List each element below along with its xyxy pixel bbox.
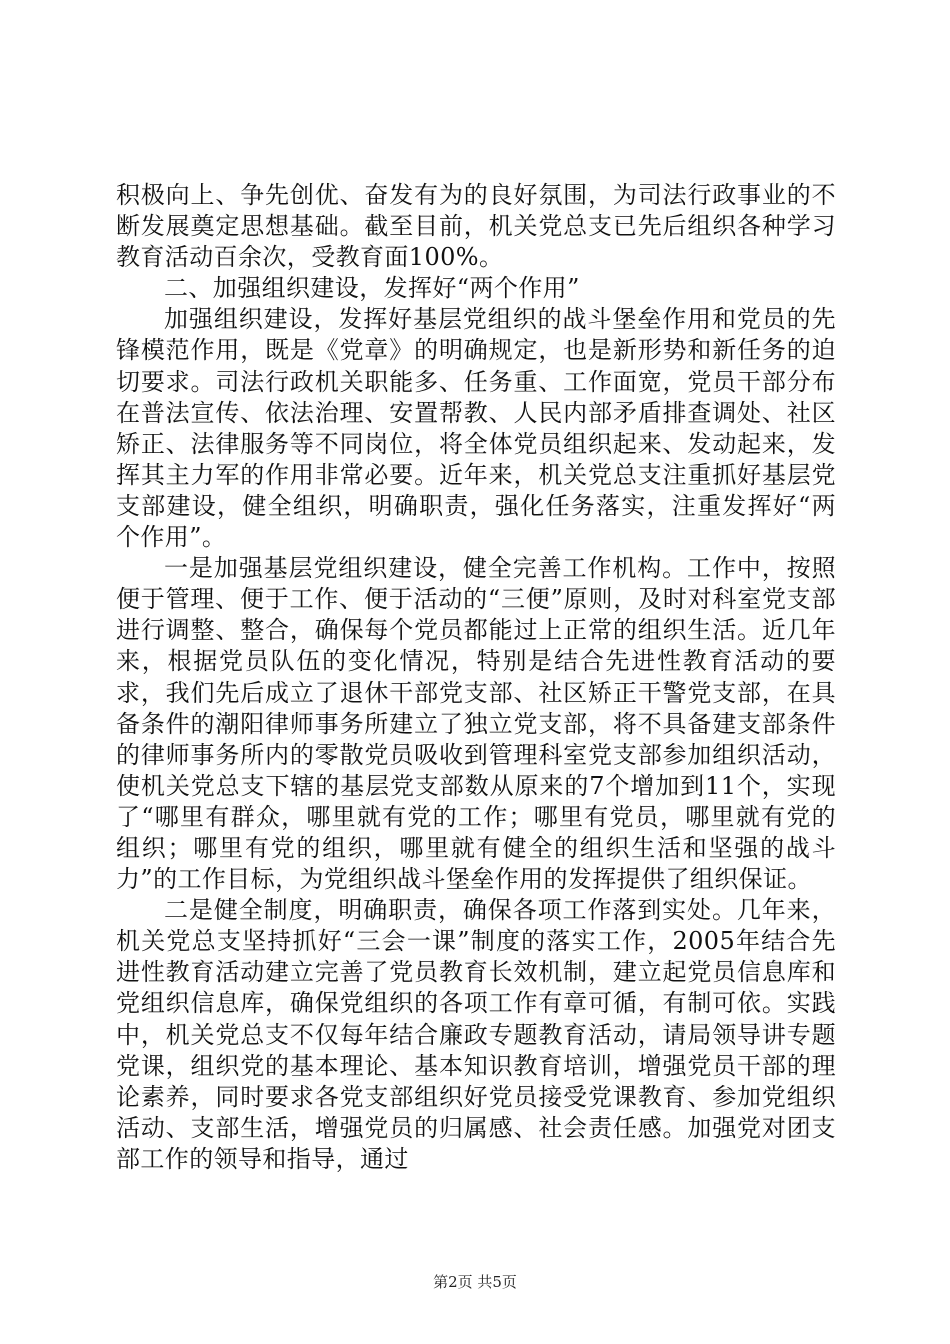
page-number-footer: 第2页 共5页	[433, 1273, 517, 1291]
paragraph: 加强组织建设，发挥好基层党组织的战斗堡垒作用和党员的先锋模范作用，既是《党章》的明确规定，也是新形势和新任务的迫切要求。司法行政机关职能多、任务重、工作面宽，党员干部分布在普法宣传、依法治理、安置帮教、人民内部矛盾排查调处、社区矫正、法律服务等不同岗位，将全体党员组织起来、发动起来，发挥其主力军的作用非常必要。近年来，机关党总支注重抓好基层党支部建设，健全组织，明确职责，强化任务落实，注重发挥好“两个作用”。	[116, 305, 836, 552]
paragraph-continuation: 积极向上、争先创优、奋发有为的良好氛围，为司法行政事业的不断发展奠定思想基础。截至目前，机关党总支已先后组织各种学习教育活动百余次，受教育面100%。	[116, 181, 836, 272]
paragraph: 二是健全制度，明确职责，确保各项工作落到实处。几年来，机关党总支坚持抓好“三会一课”制度的落实工作，2005年结合先进性教育活动建立完善了党员教育长效机制，建立起党员信息库和党组织信息库，确保党组织的各项工作有章可循，有制可依。实践中，机关党总支不仅每年结合廉政专题教育活动，请局领导讲专题党课，组织党的基本理论、基本知识教育培训，增强党员干部的理论素养，同时要求各党支部组织好党员接受党课教育、参加党组织活动、支部生活，增强党员的归属感、社会责任感。加强党对团支部工作的领导和指导，通过	[116, 896, 836, 1173]
document-body	[116, 180, 836, 1175]
paragraph: 一是加强基层党组织建设，健全完善工作机构。工作中，按照便于管理、便于工作、便于活动的“三便”原则，及时对科室党支部进行调整、整合，确保每个党员都能过上正常的组织生活。近几年来，根据党员队伍的变化情况，特别是结合先进性教育活动的要求，我们先后成立了退休干部党支部、社区矫正干警党支部，在具备条件的潮阳律师事务所建立了独立党支部，将不具备建支部条件的律师事务所内的零散党员吸收到管理科室党支部参加组织活动，使机关党总支下辖的基层党支部数从原来的7个增加到11个，实现了“哪里有群众，哪里就有党的工作；哪里有党员，哪里就有党的组织；哪里有党的组织，哪里就有健全的组织生活和坚强的战斗力”的工作目标，为党组织战斗堡垒作用的发挥提供了组织保证。	[116, 554, 836, 894]
section-heading: 二、加强组织建设，发挥好“两个作用”	[164, 274, 580, 303]
